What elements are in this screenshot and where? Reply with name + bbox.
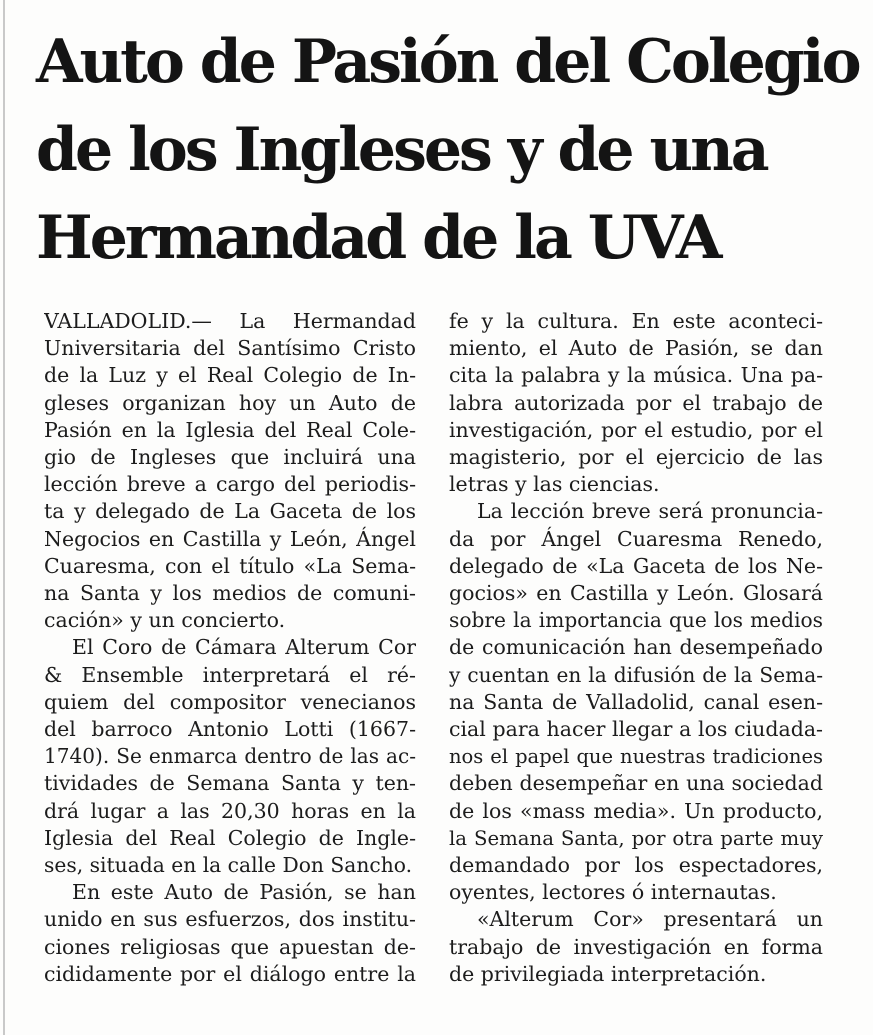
text-line: da por Ángel Cuaresma Renedo,	[449, 526, 823, 551]
text-line: 1740). Se enmarca dentro de las ac-	[44, 744, 416, 769]
text-line: oyentes, lectores ó internautas.	[449, 880, 777, 905]
text-line: & Ensemble interpretará el ré-	[44, 662, 416, 687]
text-line: La lección breve será pronuncia-	[477, 499, 823, 524]
text-line: de la Luz y el Real Colegio de In-	[44, 363, 416, 388]
text-line: ciones religiosas que apuestan de-	[44, 934, 416, 959]
text-line: y cuentan en la difusión de la Sema-	[449, 662, 823, 687]
headline-line: Auto de Pasión del Colegio	[36, 27, 859, 97]
text-line: cial para hacer llegar a los ciudada-	[449, 717, 823, 742]
text-line: tividades de Semana Santa y ten-	[44, 771, 416, 796]
text-line: de privilegiada interpretación.	[449, 961, 767, 986]
text-line: del barroco Antonio Lotti (1667-	[44, 717, 416, 742]
text-line: gocios» en Castilla y León. Glosará	[449, 581, 823, 606]
text-line: na Santa de Valladolid, canal esen-	[449, 689, 823, 714]
column-rule	[3, 0, 5, 1035]
text-line: demandado por los espectadores,	[449, 853, 823, 878]
text-line: quiem del compositor venecianos	[44, 689, 416, 714]
text-line: Negocios en Castilla y León, Ángel	[44, 526, 416, 551]
text-line: ta y delegado de La Gaceta de los	[44, 499, 416, 524]
text-line: El Coro de Cámara Alterum Cor	[72, 635, 416, 660]
text-line: la Semana Santa, por otra parte muy	[449, 826, 823, 850]
text-line: delegado de «La Gaceta de los Ne-	[449, 553, 823, 578]
text-line: Cuaresma, con el título «La Sema-	[44, 553, 416, 578]
text-line: cación» y un concierto.	[44, 608, 286, 633]
text-line: cididamente por el diálogo entre la	[44, 961, 416, 986]
text-line: trabajo de investigación en forma	[449, 934, 823, 959]
text-line: «Alterum Cor» presentará un	[477, 907, 823, 932]
headline	[36, 18, 859, 282]
text-line: miento, el Auto de Pasión, se dan	[449, 336, 823, 361]
text-line: fe y la cultura. En este aconteci-	[449, 309, 823, 333]
text-line: gleses organizan hoy un Auto de	[44, 390, 416, 415]
text-line: unido en sus esfuerzos, dos institu-	[44, 907, 416, 932]
headline-line: de los Ingleses y de una	[36, 115, 767, 185]
text-line: lección breve a cargo del periodis-	[44, 472, 416, 497]
text-line: de comunicación han desempeñado	[449, 635, 823, 660]
text-line: En este Auto de Pasión, se han	[72, 880, 416, 905]
text-line: Iglesia del Real Colegio de Ingle-	[44, 825, 416, 850]
text-line: deben desempeñar en una sociedad	[449, 771, 823, 796]
text-line: letras y las ciencias.	[449, 472, 660, 497]
text-line: na Santa y los medios de comuni-	[44, 581, 416, 606]
text-line: ses, situada en la calle Don Sancho.	[44, 853, 413, 878]
article-column-right	[449, 308, 823, 988]
text-line: sobre la importancia que los medios	[449, 608, 823, 633]
text-line: de los «mass media». Un producto,	[449, 798, 823, 823]
text-line: VALLADOLID.— La Hermandad	[44, 309, 416, 333]
text-line: Universitaria del Santísimo Cristo	[44, 336, 416, 361]
article-column-left	[44, 308, 416, 988]
text-line: labra autorizada por el trabajo de	[449, 390, 823, 415]
text-line: drá lugar a las 20,30 horas en la	[44, 798, 416, 823]
text-line: investigación, por el estudio, por el	[449, 417, 823, 442]
text-line: Pasión en la Iglesia del Real Cole-	[44, 417, 416, 442]
text-line: nos el papel que nuestras tradiciones	[449, 745, 823, 769]
headline-line: Hermandad de la UVA	[36, 203, 720, 273]
text-line: cita la palabra y la música. Una pa-	[449, 363, 823, 388]
text-line: magisterio, por el ejercicio de las	[449, 445, 823, 470]
text-line: gio de Ingleses que incluirá una	[44, 445, 416, 470]
